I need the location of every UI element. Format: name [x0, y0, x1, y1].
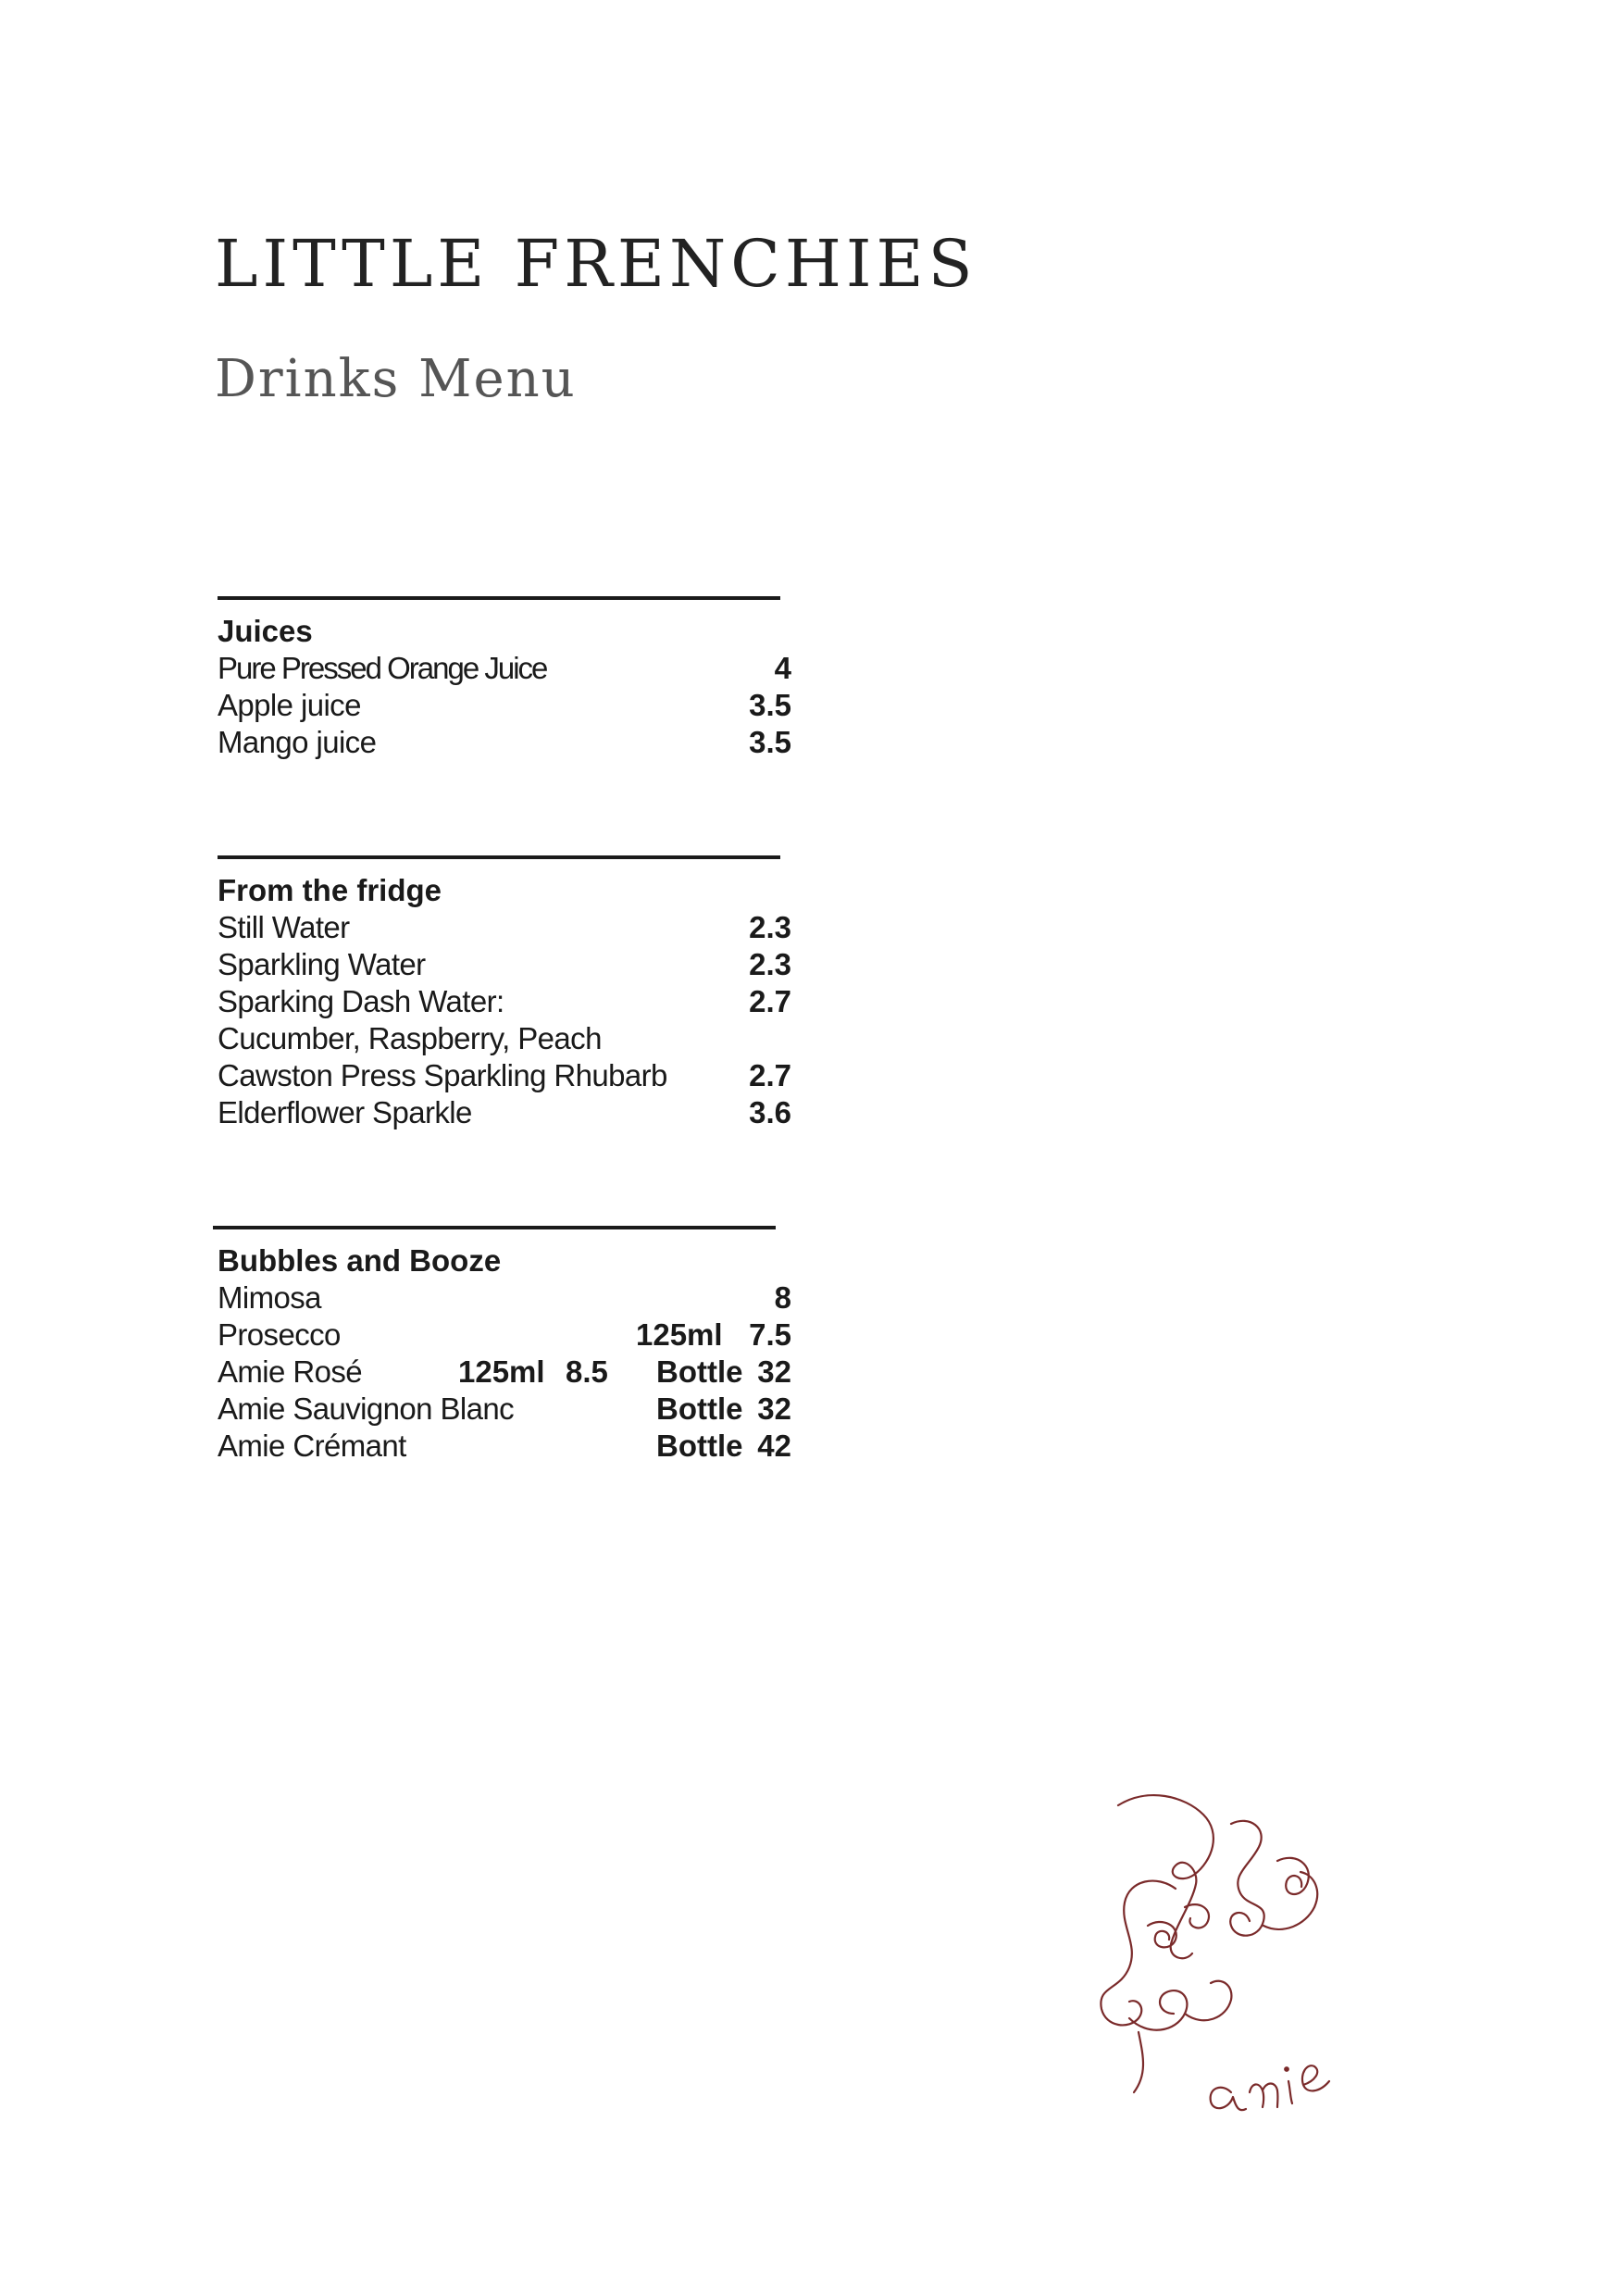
item-price: 32 — [757, 1391, 791, 1426]
item-price: 3.5 — [749, 725, 791, 759]
item-name: Apple juice — [218, 688, 361, 722]
menu-item — [218, 1316, 791, 1354]
item-price: 32 — [757, 1354, 791, 1389]
section-juices — [218, 596, 791, 761]
item-name: Mango juice — [218, 725, 377, 759]
item-name: Pure Pressed Orange Juice — [218, 651, 547, 685]
item-name: Amie Crémant — [218, 1429, 406, 1463]
item-price: 2.7 — [749, 1058, 791, 1092]
menu-item — [218, 1279, 791, 1316]
item-size: Bottle — [656, 1391, 743, 1426]
menu-item — [218, 946, 791, 983]
item-name: Cucumber, Raspberry, Peach — [218, 1021, 602, 1055]
item-price: 2.3 — [749, 947, 791, 981]
section-title: From the fridge — [218, 873, 442, 907]
menu-item — [218, 1057, 791, 1094]
section-title: Bubbles and Booze — [218, 1243, 502, 1278]
amie-logo — [1092, 1787, 1407, 2139]
item-name: Elderflower Sparkle — [218, 1095, 472, 1129]
menu-item — [218, 650, 791, 687]
item-glass-price: 8.5 — [566, 1354, 608, 1389]
menu-item — [218, 983, 791, 1020]
section-divider — [218, 596, 780, 600]
item-name: Amie Sauvignon Blanc — [218, 1391, 515, 1426]
item-price: 2.3 — [749, 910, 791, 944]
item-size: Bottle — [656, 1429, 743, 1463]
menu-item — [218, 1428, 791, 1465]
menu-item — [218, 909, 791, 946]
item-name: Mimosa — [218, 1280, 321, 1315]
menu-item — [218, 1354, 791, 1391]
item-name: Sparkling Water — [218, 947, 426, 981]
item-price: 4 — [774, 651, 791, 685]
section-from-the-fridge — [218, 855, 791, 1131]
menu-item — [218, 724, 791, 761]
item-price: 2.7 — [749, 984, 791, 1018]
section-divider — [218, 855, 780, 859]
item-price: 7.5 — [749, 1317, 791, 1352]
item-name: Cawston Press Sparkling Rhubarb — [218, 1058, 667, 1092]
menu-item — [218, 1391, 791, 1428]
item-glass-size: 125ml — [458, 1354, 545, 1389]
item-price: 42 — [757, 1429, 791, 1463]
item-name: Prosecco — [218, 1317, 341, 1352]
item-price: 8 — [774, 1280, 791, 1315]
item-price: 3.6 — [749, 1095, 791, 1129]
menu-subtitle: Drinks Menu — [215, 349, 577, 409]
section-bubbles-and-booze — [213, 1226, 791, 1465]
item-price: 3.5 — [749, 688, 791, 722]
item-name: Sparking Dash Water: — [218, 984, 504, 1018]
section-title: Juices — [218, 614, 313, 648]
item-name: Still Water — [218, 910, 350, 944]
section-divider — [213, 1226, 776, 1229]
item-name: Amie Rosé — [218, 1354, 362, 1389]
item-size: 125ml — [636, 1317, 723, 1352]
menu-item-note — [218, 1020, 791, 1057]
menu-item — [218, 687, 791, 724]
menu-item — [218, 1094, 791, 1131]
menu-title: LITTLE FRENCHIES — [215, 226, 977, 302]
item-size: Bottle — [656, 1354, 743, 1389]
